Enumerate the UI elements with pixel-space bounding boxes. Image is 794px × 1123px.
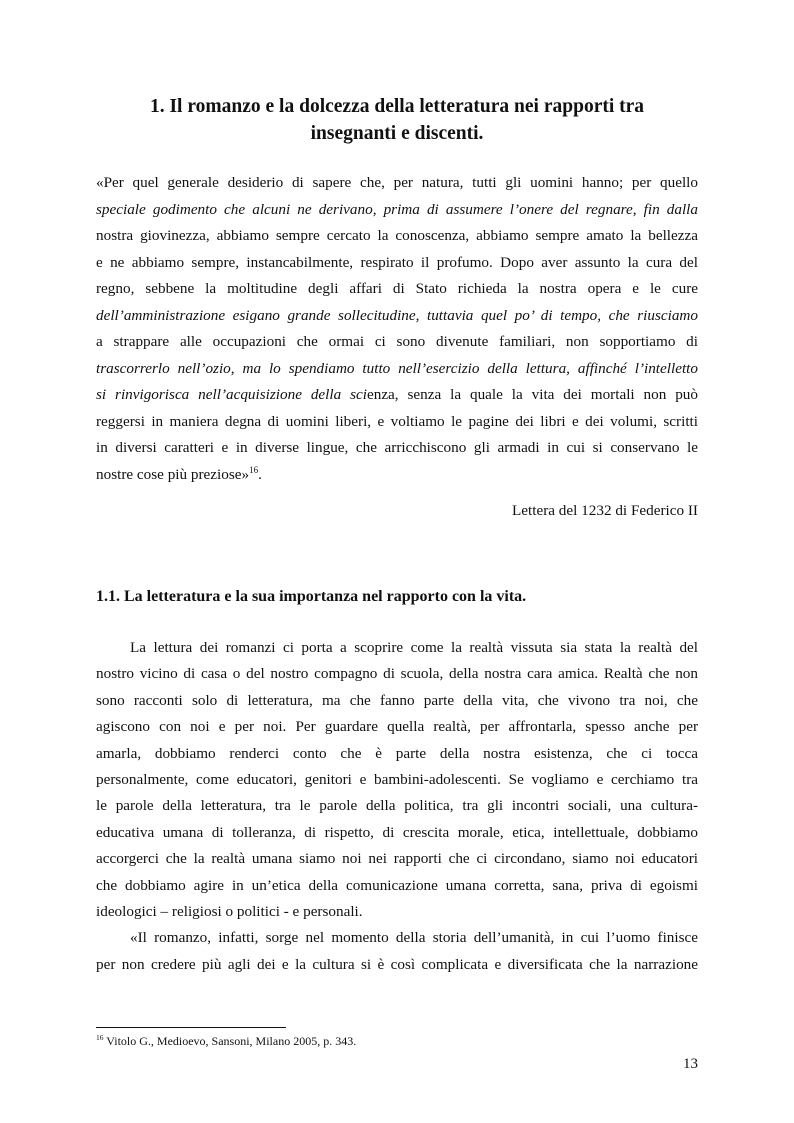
body-line: La lettura dei romanzi ci porta a scoprire come la realtà vissuta sia stata la realtà del xyxy=(130,639,698,656)
chapter-title xyxy=(96,93,698,147)
body-line: personalmente, come educatori, genitori e bambini-adolescenti. Se vogliamo e cerchiamo tra xyxy=(96,770,698,788)
body-line: sono racconti solo di letteratura, ma che fanno parte della vita, che vivono tra noi, che xyxy=(96,691,698,709)
epigraph-line: a strappare alle occupazioni che ormai ci sono divenute familiari, non sopportiamo di xyxy=(96,333,698,350)
epigraph-line-mixed xyxy=(96,382,698,409)
epigraph-last-text: nostre cose più preziose» xyxy=(96,465,250,483)
epigraph-line: reggersi in maniera degna di uomini liberi, e voltiamo le pagine dei libri e dei volumi, scritti xyxy=(96,412,698,430)
section-heading: 1.1. La letteratura e la sua importanza nel rapporto con la vita. xyxy=(96,588,527,605)
body-line: le parole della letteratura, tra le parole della politica, tra gli incontri sociali, una cultura- xyxy=(96,797,698,815)
page-number: 13 xyxy=(683,1056,698,1072)
epigraph-line: regno, sebbene la moltitudine degli affari di Stato richieda la nostra opera e le cure xyxy=(96,280,698,297)
body-line: amarla, dobbiamo renderci conto che è parte della nostra esistenza, che ci tocca xyxy=(96,744,698,762)
body-line: «Il romanzo, infatti, sorge nel momento della storia dell’umanità, in cui l’uomo finisce xyxy=(130,929,698,947)
body-line: accorgerci che la realtà umana siamo noi nei rapporti che ci circondano, siamo noi educatori xyxy=(96,850,698,868)
body-line: nostro vicino di casa o del nostro compagno di scuola, della nostra cara amica. Realtà che non xyxy=(96,665,698,683)
footnote-reference: 16 xyxy=(249,464,259,475)
epigraph-attribution: Lettera del 1232 di Federico II xyxy=(512,502,698,519)
epigraph-line: in diversi caratteri e in diverse lingue, che arricchiscono gli armadi in cui si conservano le xyxy=(96,439,698,456)
body-line: che dobbiamo agire in un’etica della comunicazione umana corretta, sana, priva di egoismi xyxy=(96,876,698,894)
epigraph-line: trascorrerlo nell’ozio, ma lo spendiamo tutto nell’esercizio della lettura, affinché l’intelletto xyxy=(96,359,698,377)
body-paragraphs xyxy=(96,635,698,978)
epigraph-line: speciale godimento che alcuni ne derivano, prima di assumere l’onere del regnare, fin dalla xyxy=(96,200,698,218)
epigraph-last-line xyxy=(96,462,698,489)
epigraph-roman-segment: enza, senza la quale la vita dei mortali non può xyxy=(366,386,698,403)
body-line: ideologici – religiosi o politici - e personali. xyxy=(96,902,363,920)
epigraph-line: e ne abbiamo sempre, instancabilmente, respirato il profumo. Dopo aver assunto la cura del xyxy=(96,253,698,271)
chapter-title-line-1: 1. Il romanzo e la dolcezza della letteratura nei rapporti tra xyxy=(149,96,645,117)
epigraph-line: nostra giovinezza, abbiamo sempre cercato la conoscenza, abbiamo sempre amato la bellezza xyxy=(96,227,698,244)
epigraph-last-period: . xyxy=(258,465,262,483)
epigraph-quote xyxy=(96,170,698,488)
epigraph-italic-segment: si rinvigorisca nell’acquisizione della sci xyxy=(96,386,367,403)
epigraph-line: dell’amministrazione esigano grande sollecitudine, tuttavia quel po’ di tempo, che riusciamo xyxy=(96,306,698,324)
footnote-text: Vitolo G., Medioevo, Sansoni, Milano 2005, p. 343. xyxy=(103,1034,357,1048)
footnote xyxy=(96,1033,356,1049)
footnote-separator xyxy=(96,1027,286,1028)
epigraph-line: «Per quel generale desiderio di sapere che, per natura, tutti gli uomini hanno; per quello xyxy=(96,174,698,191)
footnote-number: 16 xyxy=(96,1033,104,1042)
body-line: agiscono con noi e per noi. Per guardare quella realtà, per affrontarla, spesso anche per xyxy=(96,718,698,736)
body-line: per non credere più agli dei e la cultura si è così complicata e diversificata che la narrazione xyxy=(96,955,698,973)
chapter-title-line-2: insegnanti e discenti. xyxy=(310,123,484,144)
body-line: educativa umana di tolleranza, di rispetto, di crescita morale, etica, intellettuale, dobbiamo xyxy=(96,823,698,841)
